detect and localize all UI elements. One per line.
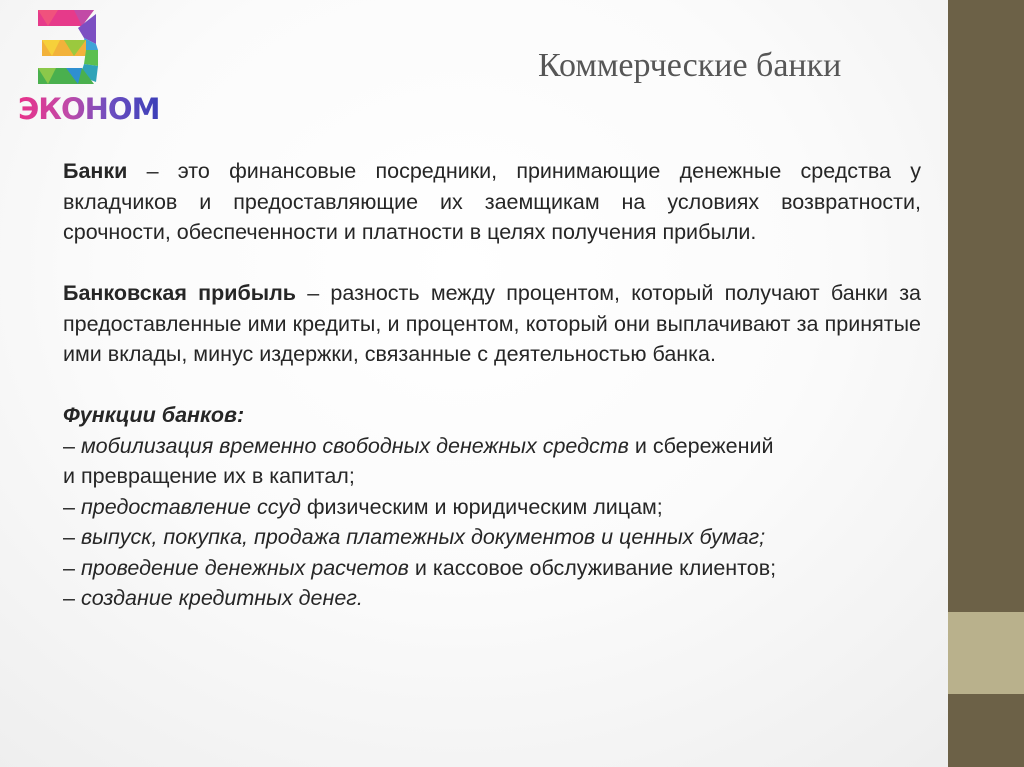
item-italic: предоставление ссуд [80, 494, 301, 519]
item-italic: проведение денежных расчетов [80, 555, 409, 580]
logo-text: ЭКОНОМ [18, 92, 160, 126]
item-dash: – [63, 494, 81, 519]
sidebar-accent-band [948, 612, 1024, 694]
item-italic: создание кредитных денег. [80, 586, 363, 610]
item-dash: – [63, 555, 81, 580]
page-title: Коммерческие банки [538, 47, 842, 84]
function-item [63, 583, 921, 614]
slide-body [63, 156, 921, 614]
functions-heading: Функции банков: [63, 403, 245, 427]
definition-bank-profit [63, 278, 921, 370]
item-italic: мобилизация временно свободных денежных средств [80, 433, 629, 458]
item-dash: – [63, 525, 81, 549]
definition-text: – разность между процентом, который получают банки за предоставленные ими кредиты, и процентом, который они выплачивают за принятые ими вклады, минус издержки, связанные с деятельностью банка. [63, 281, 922, 366]
item-italic: выпуск, покупка, продажа платежных документов и ценных бумаг; [80, 525, 766, 549]
function-item [63, 553, 921, 584]
definition-banks [63, 156, 921, 248]
item-dash: – [63, 586, 81, 610]
item-rest: и сбережений [628, 433, 774, 458]
definition-term: Банки [63, 159, 128, 183]
logo [8, 6, 160, 126]
item-rest: физическим и юридическим лицам; [300, 494, 663, 519]
function-item [63, 431, 921, 462]
bank-functions [63, 400, 921, 614]
letter-e-mosaic-icon [8, 6, 128, 96]
function-item [63, 492, 921, 523]
function-item [63, 522, 921, 553]
definition-term: Банковская прибыль [63, 281, 296, 305]
function-item [63, 461, 921, 492]
right-sidebar [948, 0, 1024, 767]
item-dash: – [63, 433, 81, 458]
item-rest: и кассовое обслуживание клиентов; [408, 555, 777, 580]
definition-text: – это финансовые посредники, принимающие денежные средства у вкладчиков и предоставляющие их заемщикам на условиях возвратности, срочности, обеспеченности и платности в целях получения прибыли. [63, 159, 921, 244]
item-rest: и превращение их в капитал; [63, 464, 355, 488]
